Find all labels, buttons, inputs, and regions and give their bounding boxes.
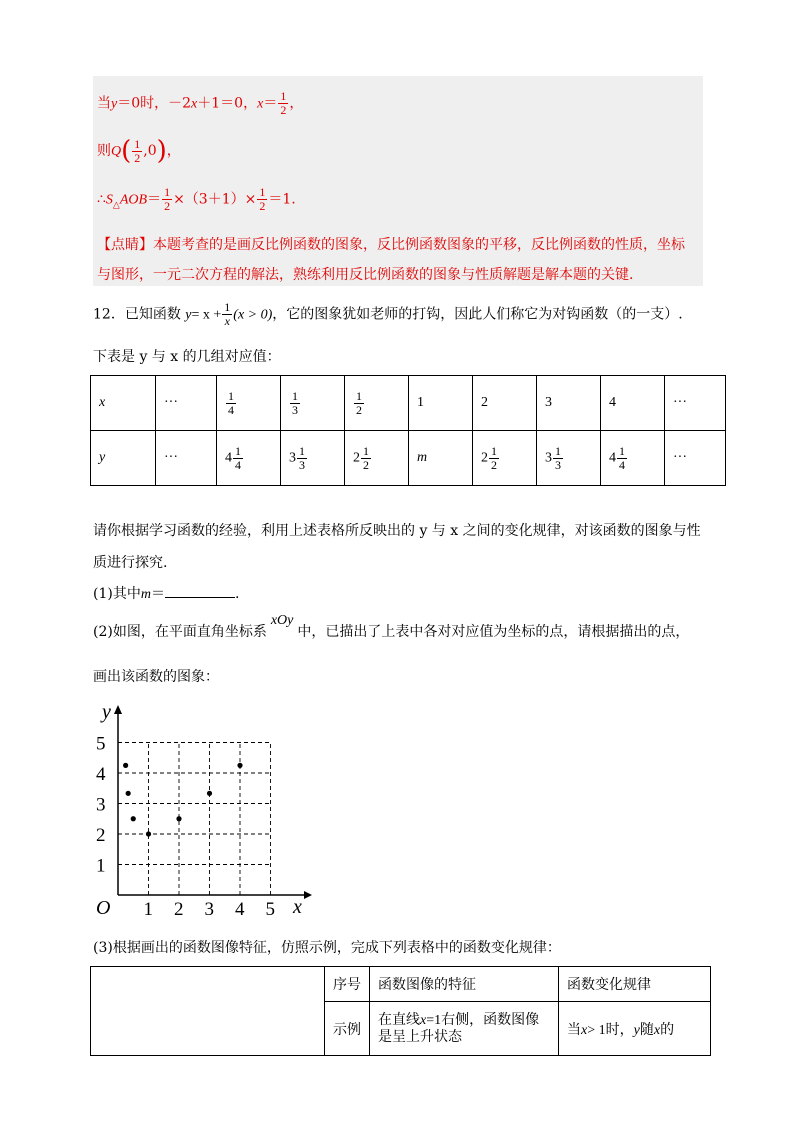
x-tick-label: 5 <box>265 899 275 920</box>
table-cell <box>345 431 409 486</box>
cell-text: 2 <box>481 395 488 410</box>
table-cell <box>665 431 726 486</box>
y-tick-label: 5 <box>96 733 106 755</box>
x-axis-arrow <box>304 891 312 899</box>
plotted-points <box>123 763 243 837</box>
fraction <box>354 390 364 417</box>
table-cell <box>537 431 601 486</box>
text: ， <box>166 143 181 159</box>
tick-labels <box>96 734 275 921</box>
data-point <box>146 831 151 836</box>
table-cell <box>217 376 281 431</box>
whole-number: 3 <box>289 450 296 466</box>
denominator: 2 <box>491 457 497 472</box>
table-cell <box>665 376 726 431</box>
sub-question-2-line-2: 画出该函数的图象： <box>93 669 219 685</box>
text: (2)如图，在平面直角坐标系 <box>93 624 267 640</box>
example-rule <box>559 1002 711 1056</box>
x-tick-label: 2 <box>174 899 184 920</box>
table-cell <box>345 376 409 431</box>
var-y: y <box>111 96 118 112</box>
text: (1)其中 <box>93 586 141 602</box>
numerator: 1 <box>235 443 241 458</box>
table-cell <box>281 376 345 431</box>
numerator: 1 <box>555 443 561 458</box>
cell-text: ··· <box>673 395 687 410</box>
numerator: 1 <box>356 388 362 403</box>
whole-number: 2 <box>481 450 488 466</box>
fraction <box>257 186 267 213</box>
fraction <box>162 186 172 213</box>
text: ， <box>289 95 304 112</box>
property-table <box>90 966 711 1056</box>
y-axis-label: y <box>102 701 111 723</box>
fraction <box>226 390 236 417</box>
grid <box>118 743 271 896</box>
cell-text: m <box>417 450 428 465</box>
fraction <box>233 445 243 472</box>
point-q: Q <box>111 144 122 159</box>
data-point <box>237 763 242 768</box>
fraction <box>222 301 232 328</box>
x-label: x <box>91 376 156 431</box>
header-feature: 函数图像的特征 <box>370 967 559 1002</box>
table-cell <box>473 376 537 431</box>
fraction <box>553 445 563 472</box>
cell-text: ··· <box>164 395 178 410</box>
text: ＝0时，－2 <box>117 95 192 112</box>
data-point <box>207 791 212 796</box>
paragraph-line-1: 请你根据学习函数的经验，利用上述表格所反映出的 y 与 x 之间的变化规律，对该函数的图象与性 <box>93 523 701 539</box>
text: ＝1. <box>268 191 296 208</box>
numerator: 1 <box>164 185 171 199</box>
denominator: 3 <box>292 402 298 417</box>
paren-left: ( <box>121 136 132 166</box>
triangle-aob: AOB <box>119 192 148 208</box>
example-label: 示例 <box>325 1002 370 1056</box>
denominator: 2 <box>259 199 266 213</box>
text: ＝ <box>263 95 278 112</box>
triangle-sub: △ <box>112 200 120 211</box>
value-table <box>90 375 726 486</box>
text: 12．已知函数 <box>93 306 181 323</box>
denominator: 2 <box>134 150 141 165</box>
cell-text: 4 <box>609 395 616 410</box>
header-index: 序号 <box>325 967 370 1002</box>
solution-block <box>93 76 703 286</box>
example-feature <box>370 1002 559 1056</box>
numerator: 1 <box>619 443 625 458</box>
solution-line-1 <box>97 90 303 117</box>
numerator: 1 <box>363 443 369 458</box>
comment-line-2: 与图形，一元二次方程的解法，熟练利用反比例函数的图象与性质解题是解本题的关键. <box>97 267 634 283</box>
y-tick-label: 2 <box>96 825 106 846</box>
numerator: 1 <box>280 89 287 103</box>
denominator: 2 <box>280 103 287 117</box>
text: . <box>234 586 240 602</box>
table-cell <box>409 431 473 486</box>
text: 在直线 <box>378 1012 420 1029</box>
x-tick-label: 1 <box>143 899 153 920</box>
table-cell <box>409 376 473 431</box>
denominator: 4 <box>619 457 625 472</box>
fraction <box>617 445 627 472</box>
denominator: 3 <box>299 457 305 472</box>
y-tick-label: 4 <box>96 764 106 785</box>
table-cell <box>473 431 537 486</box>
numerator: 1 <box>228 388 234 403</box>
paragraph-line-2: 质进行探究. <box>93 555 168 571</box>
whole-number: 4 <box>225 450 232 466</box>
text: ＝ <box>150 586 165 602</box>
data-point <box>131 816 136 821</box>
text: 当 <box>97 95 111 112</box>
empty-cell <box>91 967 325 1056</box>
fraction <box>489 445 499 472</box>
cell-text: 1 <box>417 395 424 410</box>
paren-right: ) <box>156 136 167 166</box>
table-cell <box>217 431 281 486</box>
table-row-y <box>91 431 726 486</box>
x-axis-label: x <box>293 896 302 918</box>
text: ＝ <box>147 191 162 208</box>
var-m: m <box>140 587 151 602</box>
var-y: y <box>185 307 192 323</box>
data-point <box>176 816 181 821</box>
table-cell <box>156 376 217 431</box>
table-cell <box>156 431 217 486</box>
table-row-x <box>91 376 726 431</box>
cell-text: ··· <box>164 450 178 465</box>
solution-line-3 <box>97 186 296 213</box>
denominator: 4 <box>228 402 234 417</box>
x-tick-label: 3 <box>204 899 214 920</box>
text: ∴ <box>97 191 106 208</box>
fraction <box>278 90 288 117</box>
text: ，它的图象犹如老师的打钩，因此人们称它为对钩函数（的一支）. <box>272 306 683 323</box>
fraction <box>132 138 142 165</box>
denominator: 4 <box>235 457 241 472</box>
numerator: 1 <box>299 443 305 458</box>
var-y: y <box>633 1022 640 1038</box>
x-tick-label: 4 <box>235 899 245 920</box>
fraction <box>297 445 307 472</box>
question-12-line-1 <box>93 301 683 328</box>
comment-line-1: 【点睛】本题考查的是画反比例函数的图象，反比例函数图象的平移，反比例函数的性质，坐标 <box>97 237 685 253</box>
var-x: x <box>653 1022 661 1038</box>
text: 的 <box>660 1021 675 1038</box>
text: 是呈上升状态 <box>378 1029 462 1046</box>
table-cell <box>601 376 665 431</box>
text: > 1 <box>587 1022 606 1038</box>
numerator: 1 <box>292 388 298 403</box>
header-rule: 函数变化规律 <box>559 967 711 1002</box>
text: 中，已描出了上表中各对对应值为坐标的点，请根据描出的点， <box>297 624 690 640</box>
denominator: x <box>224 314 230 328</box>
text: 时， <box>605 1021 634 1038</box>
solution-line-2 <box>97 136 181 166</box>
table-cell <box>537 376 601 431</box>
text: =1 <box>426 1013 442 1029</box>
text: = x + <box>191 307 222 323</box>
y-axis-arrow <box>114 705 122 714</box>
text: 则 <box>97 143 111 159</box>
y-tick-label: 3 <box>96 794 106 816</box>
coordinate-graph <box>80 700 320 925</box>
origin-label: O <box>96 897 111 919</box>
question-12-line-2: 下表是 y 与 x 的几组对应值： <box>93 349 281 365</box>
sub-question-2 <box>93 613 690 641</box>
sub-question-1 <box>93 583 239 603</box>
denominator: 2 <box>363 457 369 472</box>
var-x: x <box>420 1013 427 1029</box>
numerator: 1 <box>491 443 497 458</box>
cell-text: ··· <box>673 450 687 465</box>
fraction <box>361 445 371 472</box>
coordinate-system: xOy <box>270 613 294 628</box>
data-point <box>123 763 128 768</box>
var-x: x <box>257 96 264 112</box>
y-label: y <box>91 431 156 486</box>
denominator: 2 <box>356 402 362 417</box>
answer-blank[interactable] <box>165 585 235 598</box>
whole-number: 3 <box>545 450 552 466</box>
sub-question-3: (3)根据画出的函数图像特征，仿照示例，完成下列表格中的函数变化规律： <box>93 940 561 956</box>
fraction <box>290 390 300 417</box>
denominator: 2 <box>164 199 171 213</box>
cell-text: 3 <box>545 395 552 410</box>
text: 随 <box>639 1021 654 1038</box>
condition: (x > 0) <box>233 307 273 323</box>
text: ×（3＋1）× <box>173 191 257 208</box>
text: 右侧，函数图像 <box>441 1012 540 1029</box>
var-x: x <box>581 1022 588 1038</box>
numerator: 1 <box>134 136 141 151</box>
denominator: 3 <box>555 457 561 472</box>
text: ,0 <box>143 143 157 159</box>
text: ＋1＝0， <box>197 95 258 112</box>
data-point <box>126 791 131 796</box>
var-x: x <box>191 96 198 112</box>
whole-number: 4 <box>609 450 616 466</box>
y-tick-label: 1 <box>96 855 106 877</box>
area-s: S <box>105 192 113 208</box>
numerator: 1 <box>224 300 231 314</box>
numerator: 1 <box>259 185 266 199</box>
whole-number: 2 <box>353 450 360 466</box>
table-row <box>91 967 711 1002</box>
table-cell <box>281 431 345 486</box>
table-cell <box>601 431 665 486</box>
text: 当 <box>567 1021 581 1038</box>
